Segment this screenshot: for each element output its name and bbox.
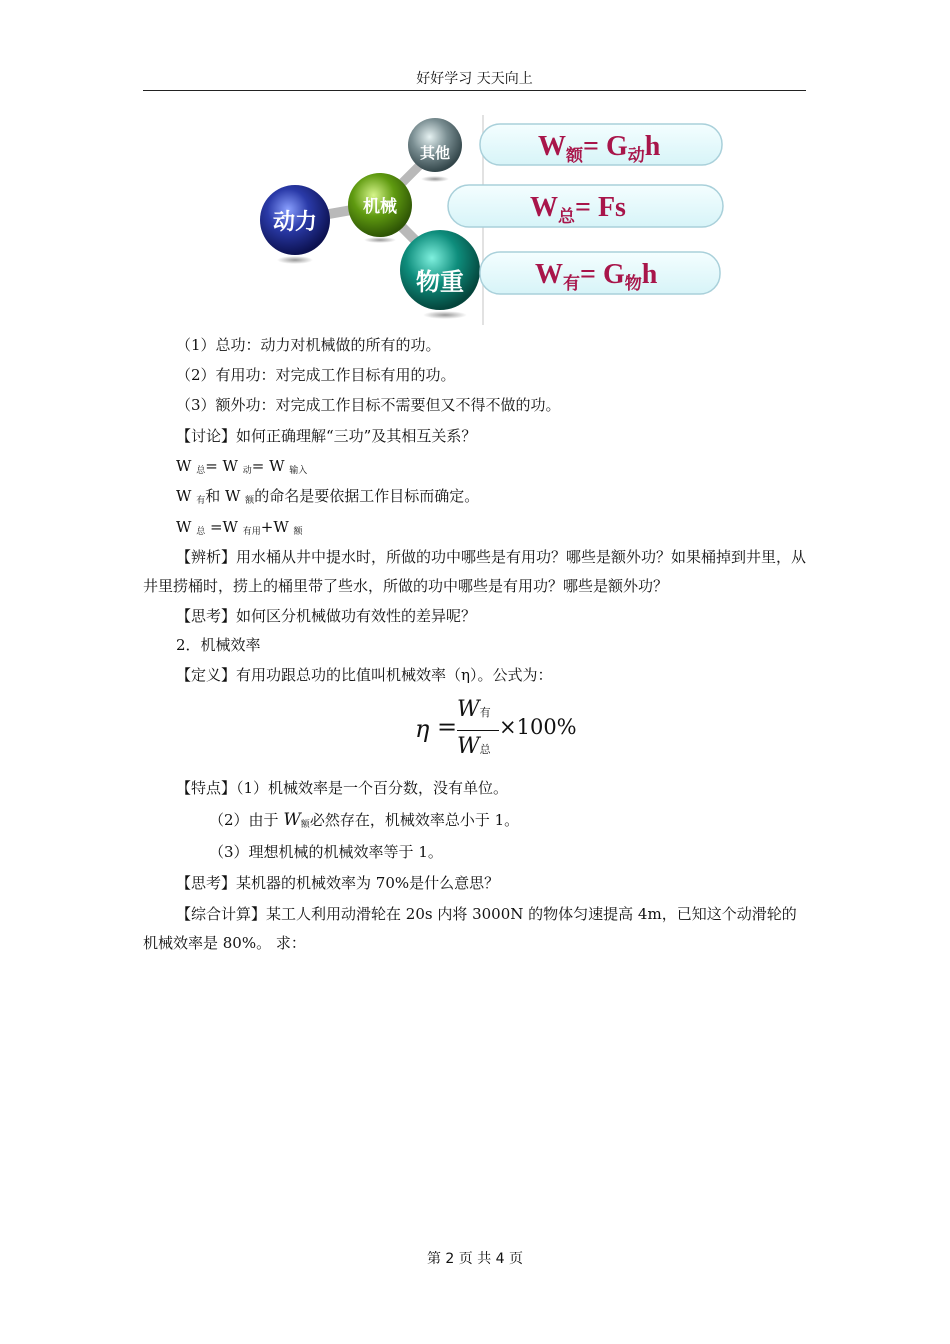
svg-text:动力: 动力 — [272, 210, 318, 235]
work-sum-relation: W 总 =W 有用+W 额 — [176, 518, 303, 537]
svg-text:W有= G物h: $W_有= G_物h$ — [535, 259, 658, 293]
feature-point-2: （2）由于 W额必然存在，机械效率总小于 1。 — [209, 810, 520, 830]
svg-text:物重: 物重 — [416, 268, 464, 296]
discussion-question: 【讨论】如何正确理解“三功”及其相互关系？ — [176, 427, 477, 445]
power-ball — [260, 185, 330, 255]
svg-text:机械: 机械 — [363, 197, 397, 217]
total-work-definition: （1）总功：动力对机械做的所有的功。 — [176, 336, 441, 354]
useful-work-formula — [480, 252, 720, 294]
page-header: 好好学习 天天向上 — [143, 68, 806, 91]
think-question-2: 【思考】某机器的机械效率为 70%是什么意思？ — [176, 874, 500, 892]
feature-point-3: （3）理想机械的机械效率等于 1。 — [209, 843, 443, 861]
naming-basis-note: W 有和 W 额的命名是要依据工作目标而确定。 — [176, 487, 480, 506]
think-question-1: 【思考】如何区分机械做功有效性的差异呢？ — [176, 607, 477, 625]
other-ball — [408, 118, 462, 172]
machine-ball — [348, 173, 412, 237]
svg-text:W总= Fs: $W_总= Fs$ — [530, 192, 626, 226]
object-weight-ball — [400, 230, 480, 310]
svg-text:其他: 其他 — [419, 144, 451, 162]
calculation-problem: 【综合计算】某工人利用动滑轮在 20s 内将 3000N 的物体匀速提高 4m，已知这个动滑轮的机械效率是 80%。 求： — [143, 905, 797, 952]
extra-work-definition: （3）额外功：对完成工作目标不需要但又不得不做的功。 — [176, 396, 561, 414]
feature-point-1: 【特点】（1）机械效率是一个百分数，没有单位。 — [176, 779, 509, 797]
total-work-formula — [448, 185, 723, 227]
useful-work-definition: （2）有用功：对完成工作目标有用的功。 — [176, 366, 456, 384]
efficiency-definition: 【定义】有用功跟总功的比值叫机械效率（η）。公式为： — [176, 666, 553, 684]
three-work-diagram — [255, 115, 730, 325]
analysis-paragraph: 【辨析】用水桶从井中提水时，所做的功中哪些是有用功？哪些是额外功？如果桶掉到井里，从井里捞桶时，捞上的桶里带了些水，所做的功中哪些是有用功？哪些是额外功？ — [143, 548, 807, 595]
efficiency-formula: η = W有 W总 ×100% — [415, 697, 577, 759]
page-number: 第 2 页 共 4 页 — [426, 1251, 524, 1267]
section-heading: 2．机械效率 — [176, 636, 261, 654]
total-work-relation: W 总= W 动= W 输入 — [176, 457, 308, 476]
extra-work-formula — [480, 124, 722, 165]
svg-text:W额= G动h: $W_额= G_动h$ — [538, 131, 661, 165]
